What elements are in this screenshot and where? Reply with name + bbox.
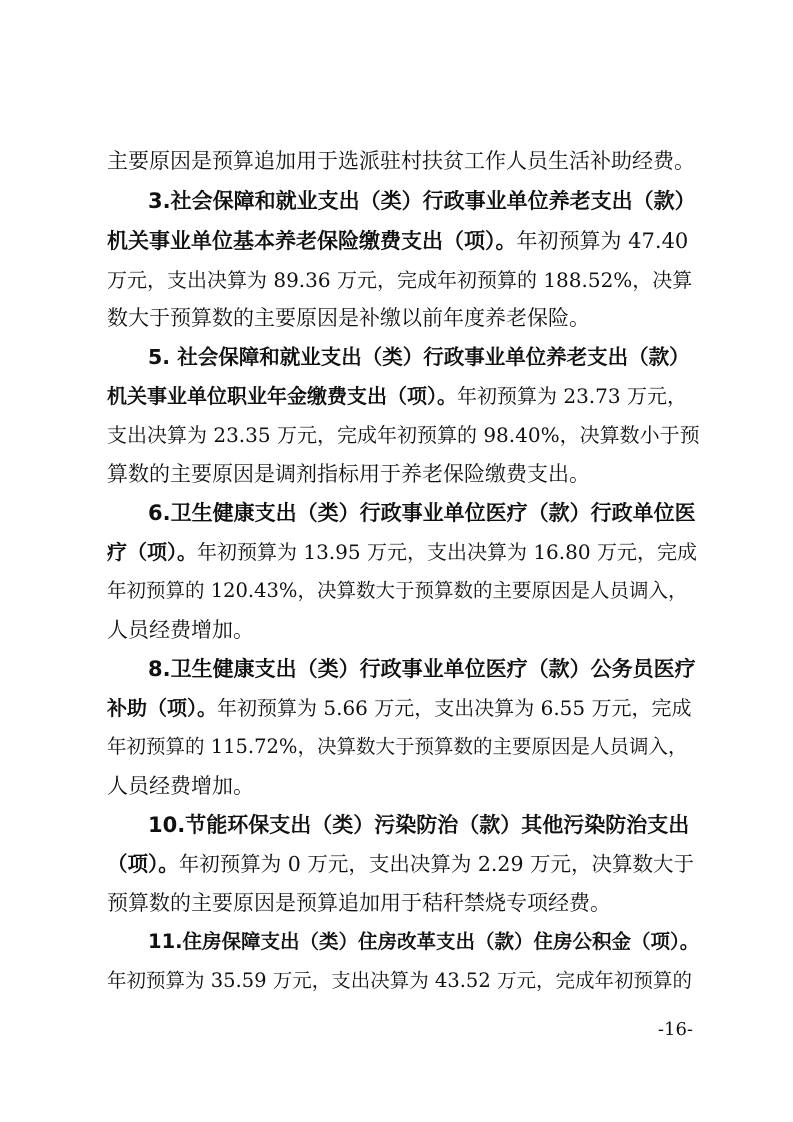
line-text: 年初预算为 35.59 万元，支出决算为 43.52 万元，完成年初预算的 — [107, 969, 692, 992]
heading-text: 机关事业单位职业年金缴费支出（项）。 — [107, 384, 457, 408]
heading-text: 疗（项）。 — [107, 540, 197, 564]
text-line — [107, 730, 687, 764]
line-text: 支出决算为 23.35 万元，完成年初预算的 98.40%，决算数小于预 — [107, 423, 700, 447]
page-number: -16- — [657, 1019, 693, 1040]
text-line — [107, 457, 590, 491]
text-line — [107, 418, 700, 452]
line-text: 人员经费增加。 — [107, 618, 254, 642]
section-heading — [148, 340, 690, 374]
heading-text: 11.住房保障支出（类）住房改革支出（款）住房公积金（项）。 — [148, 930, 700, 953]
line-text: 万元，支出决算为 89.36 万元，完成年初预算的 188.52%，决算 — [107, 268, 693, 292]
text-line — [107, 144, 695, 178]
heading-text: 6.卫生健康支出（类）行政事业单位医疗（款）行政单位医 — [148, 501, 696, 525]
text-line — [107, 224, 688, 258]
text-line — [107, 574, 687, 608]
text-line — [107, 535, 697, 569]
heading-text: 10.节能环保支出（类）污染防治（款）其他污染防治支出 — [148, 813, 690, 837]
text-line — [107, 847, 694, 881]
heading-text: 8.卫生健康支出（类）行政事业单位医疗（款）公务员医疗 — [148, 657, 696, 681]
text-line — [107, 379, 687, 413]
line-text: 人员经费增加。 — [107, 774, 254, 798]
text-line — [107, 613, 254, 647]
text-line — [107, 964, 692, 998]
line-text: 年初预算为 0 万元，支出决算为 2.29 万元，决算数大于 — [178, 852, 695, 876]
line-text: 年初预算的 115.72%，决算数大于预算数的主要原因是人员调入， — [107, 735, 688, 758]
heading-text: 机关事业单位基本养老保险缴费支出（项）。 — [107, 229, 517, 253]
line-text: 预算数的主要原因是预算追加用于秸秆禁烧专项经费。 — [107, 891, 611, 915]
line-text: 算数的主要原因是调剂指标用于养老保险缴费支出。 — [107, 462, 590, 486]
text-line — [107, 886, 611, 920]
line-text: 年初预算的 120.43%，决算数大于预算数的主要原因是人员调入， — [107, 579, 688, 602]
section-heading — [148, 496, 696, 530]
text-line — [107, 263, 692, 297]
line-text: 年初预算为 13.95 万元，支出决算为 16.80 万元，完成 — [197, 540, 697, 564]
heading-text: （项）。 — [107, 852, 179, 876]
line-text: 数大于预算数的主要原因是补缴以前年度养老保险。 — [107, 306, 590, 330]
heading-text: 补助（项）。 — [107, 696, 217, 720]
heading-text: 5. 社会保障和就业支出（类）行政事业单位养老支出（款） — [148, 345, 690, 369]
section-heading — [148, 184, 696, 218]
section-heading — [148, 808, 689, 842]
section-heading — [148, 925, 699, 959]
text-line — [107, 301, 590, 335]
heading-text: 3.社会保障和就业支出（类）行政事业单位养老支出（款） — [148, 189, 696, 213]
text-line — [107, 769, 254, 803]
line-text: 年初预算为 47.40 — [516, 229, 689, 253]
line-text: 年初预算为 23.73 万元， — [457, 384, 687, 408]
line-text: 主要原因是预算追加用于选派驻村扶贫工作人员生活补助经费。 — [107, 149, 695, 173]
text-line — [107, 691, 692, 725]
line-text: 年初预算为 5.66 万元，支出决算为 6.55 万元，完成 — [217, 696, 692, 720]
section-heading — [148, 652, 696, 686]
